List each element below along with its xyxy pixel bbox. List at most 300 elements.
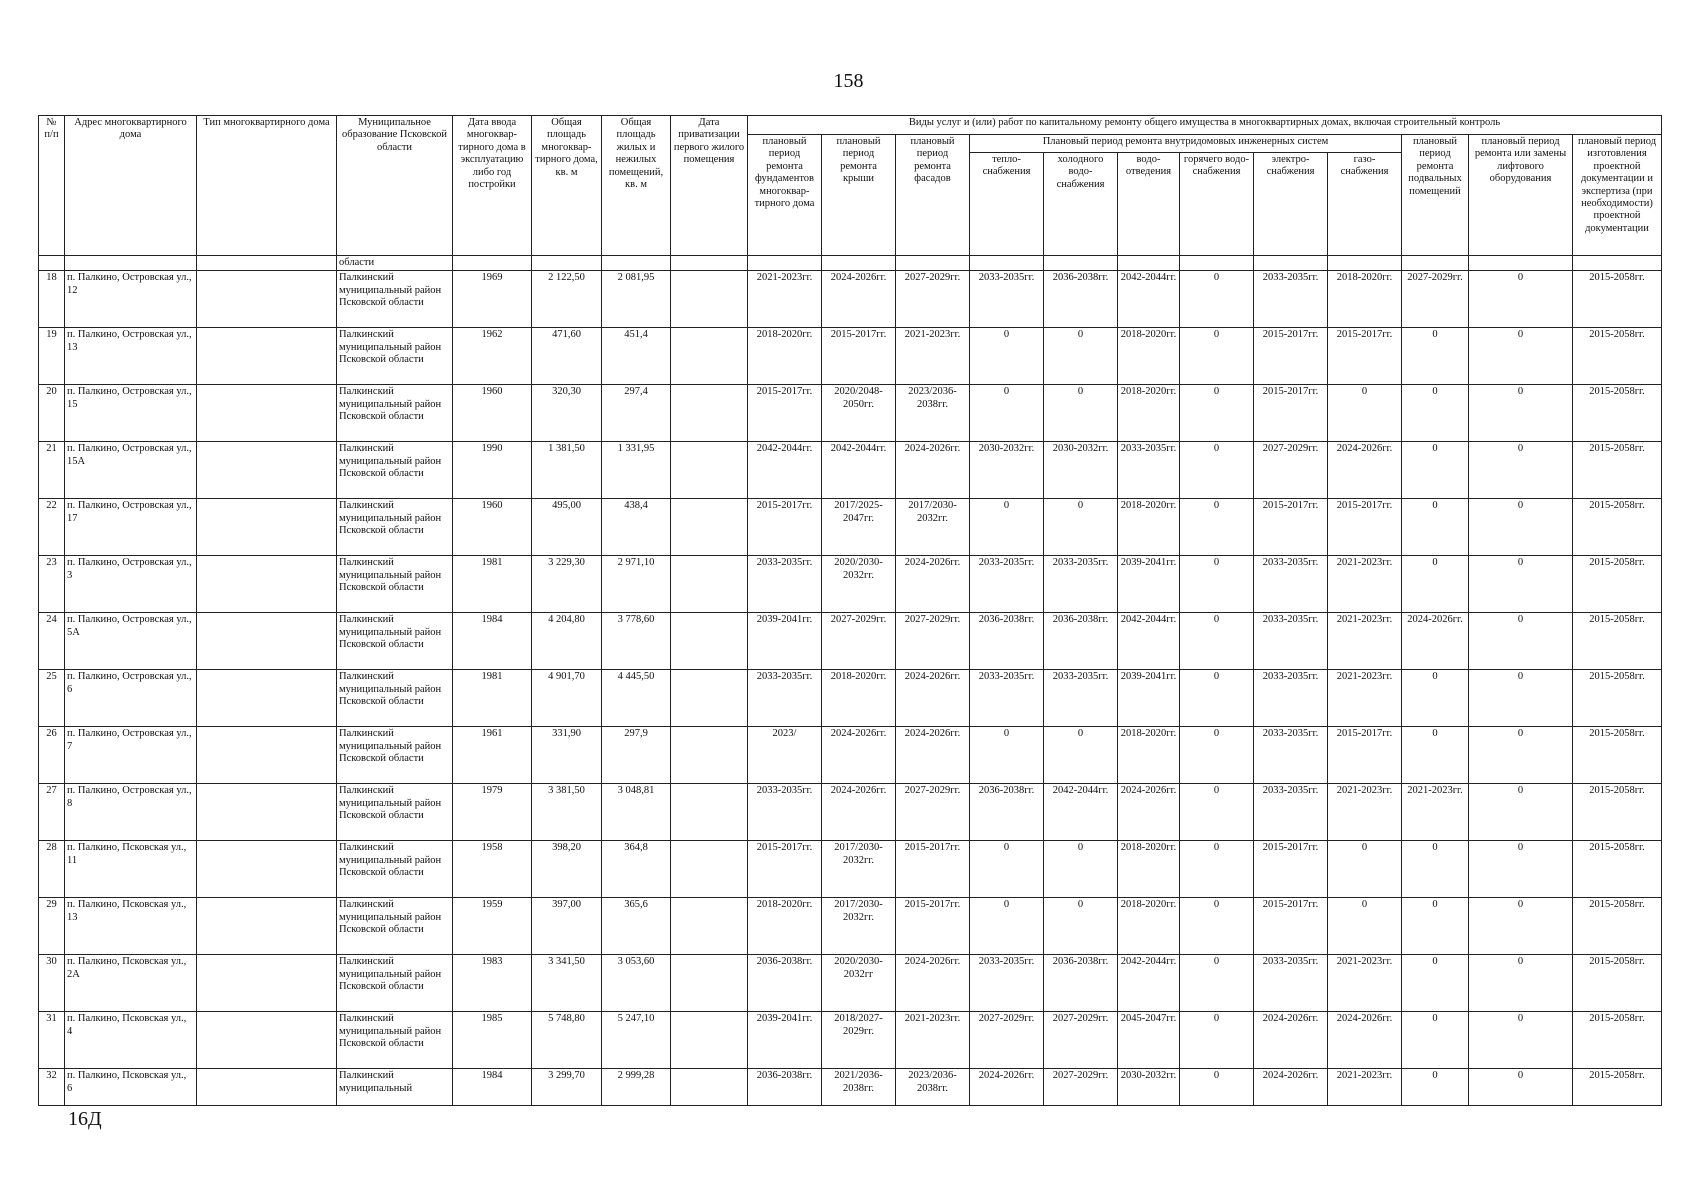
cell-hot-water: 0	[1180, 955, 1254, 1012]
cell-sewerage: 2018-2020гг.	[1118, 841, 1180, 898]
cell-gas: 2021-2023гг.	[1328, 613, 1402, 670]
cell-hot-water: 0	[1180, 271, 1254, 328]
cell-year: 1960	[453, 499, 532, 556]
header-municipality: Муниципальное образование Псковской области	[337, 116, 453, 256]
cell-gas: 2015-2017гг.	[1328, 499, 1402, 556]
table-body	[39, 256, 1662, 1106]
header-sewerage: водо-отведения	[1118, 153, 1180, 256]
cell-facade: 2015-2017гг.	[896, 898, 970, 955]
cell-design-docs: 2015-2058гг.	[1573, 955, 1662, 1012]
cell-electricity: 2024-2026гг.	[1254, 1069, 1328, 1106]
cell-year: 1961	[453, 727, 532, 784]
cell-privatization-date	[671, 271, 748, 328]
cell-design-docs: 2015-2058гг.	[1573, 442, 1662, 499]
cell-address: п. Палкино, Островская ул., 5А	[65, 613, 197, 670]
cell-roof: 2018/2027-2029гг.	[822, 1012, 896, 1069]
cell-design-docs: 2015-2058гг.	[1573, 499, 1662, 556]
cell-cold-water: 0	[1044, 727, 1118, 784]
cell-design-docs: 2015-2058гг.	[1573, 271, 1662, 328]
cell-facade: 2024-2026гг.	[896, 955, 970, 1012]
cell-basement: 0	[1402, 841, 1469, 898]
cell-elevator: 0	[1469, 271, 1573, 328]
cell-municipality: Палкинский муниципальный район Псковской области	[337, 613, 453, 670]
cell-cold-water: 0	[1044, 385, 1118, 442]
cell-hot-water: 0	[1180, 442, 1254, 499]
cell-roof: 2042-2044гг.	[822, 442, 896, 499]
cell-facade: 2027-2029гг.	[896, 271, 970, 328]
cell-electricity: 2033-2035гг.	[1254, 784, 1328, 841]
cell-electricity: 2027-2029гг.	[1254, 442, 1328, 499]
cell-privatization-date	[671, 955, 748, 1012]
cell-foundation: 2036-2038гг.	[748, 1069, 822, 1106]
cell-house-type	[197, 898, 337, 955]
cell-elevator: 0	[1469, 1069, 1573, 1106]
cell-facade: 2023/2036-2038гг.	[896, 385, 970, 442]
cell-hot-water: 0	[1180, 784, 1254, 841]
cell-residential-area: 364,8	[602, 841, 671, 898]
table-row	[39, 955, 1662, 1012]
cell-house-type	[197, 556, 337, 613]
cell-house-type	[197, 328, 337, 385]
cell-privatization-date	[671, 670, 748, 727]
cell-municipality: Палкинский муниципальный район Псковской области	[337, 1012, 453, 1069]
cell-foundation: 2039-2041гг.	[748, 613, 822, 670]
cell-sewerage: 2018-2020гг.	[1118, 727, 1180, 784]
cell-residential-area: 3 053,60	[602, 955, 671, 1012]
cell-design-docs: 2015-2058гг.	[1573, 784, 1662, 841]
cell-heating: 2024-2026гг.	[970, 1069, 1044, 1106]
cell-municipality: Палкинский муниципальный район Псковской области	[337, 841, 453, 898]
header-total-area: Общая площадь многоквар-тирного дома, кв. м	[532, 116, 602, 256]
cell-electricity: 2033-2035гг.	[1254, 727, 1328, 784]
cell-heating: 0	[970, 898, 1044, 955]
cell-residential-area: 451,4	[602, 328, 671, 385]
cell-cold-water: 2042-2044гг.	[1044, 784, 1118, 841]
header-works-group: Виды услуг и (или) работ по капитальному ремонту общего имущества в многоквартирных домах, включая строительный контроль	[748, 116, 1662, 135]
cell-electricity: 2015-2017гг.	[1254, 328, 1328, 385]
cell-total-area: 4 901,70	[532, 670, 602, 727]
cell-sewerage: 2045-2047гг.	[1118, 1012, 1180, 1069]
header-heating: тепло-снабжения	[970, 153, 1044, 256]
cell-num: 32	[39, 1069, 65, 1106]
cell-house-type	[197, 955, 337, 1012]
cell-cold-water: 2033-2035гг.	[1044, 556, 1118, 613]
cell-gas: 2021-2023гг.	[1328, 556, 1402, 613]
cell-electricity: 2033-2035гг.	[1254, 670, 1328, 727]
cell-cold-water: 2036-2038гг.	[1044, 955, 1118, 1012]
cell-num: 18	[39, 271, 65, 328]
cell-elevator: 0	[1469, 328, 1573, 385]
header-roof: плановый период ремонта крыши	[822, 135, 896, 256]
cell-electricity: 2033-2035гг.	[1254, 556, 1328, 613]
cell-total-area: 471,60	[532, 328, 602, 385]
header-num: № п/п	[39, 116, 65, 256]
cell-year: 1985	[453, 1012, 532, 1069]
cell-hot-water: 0	[1180, 556, 1254, 613]
cell-year: 1981	[453, 670, 532, 727]
cell-year: 1959	[453, 898, 532, 955]
cell-cold-water: 0	[1044, 841, 1118, 898]
cell-elevator: 0	[1469, 385, 1573, 442]
cell-year: 1983	[453, 955, 532, 1012]
cell-foundation: 2033-2035гг.	[748, 784, 822, 841]
cell-municipality: Палкинский муниципальный район Псковской области	[337, 727, 453, 784]
cell-gas: 2018-2020гг.	[1328, 271, 1402, 328]
table-row	[39, 385, 1662, 442]
cell-gas: 0	[1328, 898, 1402, 955]
cell-elevator: 0	[1469, 784, 1573, 841]
cell-heating: 2027-2029гг.	[970, 1012, 1044, 1069]
cell-sewerage: 2039-2041гг.	[1118, 670, 1180, 727]
cell-foundation: 2036-2038гг.	[748, 955, 822, 1012]
cell-gas: 2015-2017гг.	[1328, 727, 1402, 784]
cell-privatization-date	[671, 556, 748, 613]
cell-facade: 2015-2017гг.	[896, 841, 970, 898]
cell-sewerage: 2033-2035гг.	[1118, 442, 1180, 499]
cell-municipality: Палкинский муниципальный район Псковской области	[337, 328, 453, 385]
cell-house-type	[197, 841, 337, 898]
header-systems-group: Плановый период ремонта внутридомовых инженерных систем	[970, 135, 1402, 153]
cell-roof: 2017/2030-2032гг.	[822, 898, 896, 955]
cell-privatization-date	[671, 841, 748, 898]
table-row	[39, 898, 1662, 955]
cell-cold-water: 2027-2029гг.	[1044, 1069, 1118, 1106]
cell-residential-area: 3 048,81	[602, 784, 671, 841]
cell-address: п. Палкино, Островская ул., 15	[65, 385, 197, 442]
cell-cold-water: 2036-2038гг.	[1044, 613, 1118, 670]
cell-cold-water: 0	[1044, 898, 1118, 955]
cell-hot-water: 0	[1180, 670, 1254, 727]
cell-house-type	[197, 670, 337, 727]
table-row	[39, 670, 1662, 727]
cell-num: 19	[39, 328, 65, 385]
cell-gas: 2021-2023гг.	[1328, 784, 1402, 841]
cell-foundation: 2015-2017гг.	[748, 385, 822, 442]
cell-heating: 2033-2035гг.	[970, 670, 1044, 727]
cell-basement: 0	[1402, 670, 1469, 727]
cell-residential-area: 2 999,28	[602, 1069, 671, 1106]
cell-hot-water: 0	[1180, 1069, 1254, 1106]
cell-heating: 2036-2038гг.	[970, 613, 1044, 670]
cell-sewerage: 2018-2020гг.	[1118, 385, 1180, 442]
cell-house-type	[197, 784, 337, 841]
cell-municipality: Палкинский муниципальный район Псковской области	[337, 385, 453, 442]
cell-year: 1960	[453, 385, 532, 442]
cell-privatization-date	[671, 613, 748, 670]
cell-total-area: 1 381,50	[532, 442, 602, 499]
cell-house-type	[197, 385, 337, 442]
cell-total-area: 320,30	[532, 385, 602, 442]
cell-elevator: 0	[1469, 499, 1573, 556]
cell-roof: 2020/2048-2050гг.	[822, 385, 896, 442]
cell-address: п. Палкино, Псковская ул., 2А	[65, 955, 197, 1012]
cell-facade: 2024-2026гг.	[896, 670, 970, 727]
cell-foundation: 2015-2017гг.	[748, 499, 822, 556]
cell-num: 20	[39, 385, 65, 442]
cell-address: п. Палкино, Псковская ул., 4	[65, 1012, 197, 1069]
table-header	[39, 116, 1662, 256]
cell-hot-water: 0	[1180, 385, 1254, 442]
cell-hot-water: 0	[1180, 1012, 1254, 1069]
cell-cold-water: 2027-2029гг.	[1044, 1012, 1118, 1069]
cell-design-docs: 2015-2058гг.	[1573, 1012, 1662, 1069]
cell-roof: 2027-2029гг.	[822, 613, 896, 670]
cell-year: 1962	[453, 328, 532, 385]
cell-facade: 2027-2029гг.	[896, 613, 970, 670]
cell-foundation: 2039-2041гг.	[748, 1012, 822, 1069]
cell-foundation: 2018-2020гг.	[748, 328, 822, 385]
cell-facade: 2024-2026гг.	[896, 442, 970, 499]
cell-total-area: 398,20	[532, 841, 602, 898]
cell-privatization-date	[671, 1012, 748, 1069]
cell-roof: 2021/2036-2038гг.	[822, 1069, 896, 1106]
cell-privatization-date	[671, 727, 748, 784]
cell-num: 27	[39, 784, 65, 841]
cell-heating: 2030-2032гг.	[970, 442, 1044, 499]
cell-hot-water: 0	[1180, 841, 1254, 898]
cell-total-area: 5 748,80	[532, 1012, 602, 1069]
cell-house-type	[197, 271, 337, 328]
cell-elevator: 0	[1469, 727, 1573, 784]
cell-num: 25	[39, 670, 65, 727]
header-cold-water: холодного водо-снабжения	[1044, 153, 1118, 256]
header-elevator: плановый период ремонта или замены лифтового оборудования	[1469, 135, 1573, 256]
cell-privatization-date	[671, 328, 748, 385]
footer-code: 16Д	[68, 1108, 102, 1130]
cell-elevator: 0	[1469, 955, 1573, 1012]
cell-sewerage: 2024-2026гг.	[1118, 784, 1180, 841]
cell-num: 30	[39, 955, 65, 1012]
cell-cold-water: 0	[1044, 499, 1118, 556]
cell-privatization-date	[671, 499, 748, 556]
cell-cold-water: 2033-2035гг.	[1044, 670, 1118, 727]
cell-basement: 2024-2026гг.	[1402, 613, 1469, 670]
cell-gas: 2021-2023гг.	[1328, 670, 1402, 727]
cell-elevator: 0	[1469, 898, 1573, 955]
cell-municipality: Палкинский муниципальный район Псковской области	[337, 898, 453, 955]
cell-municipality: Палкинский муниципальный район Псковской области	[337, 442, 453, 499]
cell-foundation: 2023/	[748, 727, 822, 784]
cell-house-type	[197, 727, 337, 784]
cell-facade: 2017/2030-2032гг.	[896, 499, 970, 556]
page-number: 158	[833, 70, 864, 92]
cell-roof: 2024-2026гг.	[822, 271, 896, 328]
cell-heating: 0	[970, 499, 1044, 556]
cell-gas: 2024-2026гг.	[1328, 442, 1402, 499]
cell-house-type	[197, 1012, 337, 1069]
cell-basement: 0	[1402, 328, 1469, 385]
cell-basement: 2027-2029гг.	[1402, 271, 1469, 328]
cell-gas: 2021-2023гг.	[1328, 955, 1402, 1012]
cell-year: 1990	[453, 442, 532, 499]
cell-basement: 0	[1402, 727, 1469, 784]
cell-gas: 2024-2026гг.	[1328, 1012, 1402, 1069]
cell-address: п. Палкино, Островская ул., 15А	[65, 442, 197, 499]
cell-total-area: 331,90	[532, 727, 602, 784]
cell-foundation: 2033-2035гг.	[748, 556, 822, 613]
cell-address: п. Палкино, Островская ул., 6	[65, 670, 197, 727]
cell-address: п. Палкино, Островская ул., 12	[65, 271, 197, 328]
cell-year: 1979	[453, 784, 532, 841]
cell-roof: 2018-2020гг.	[822, 670, 896, 727]
cell-elevator: 0	[1469, 1012, 1573, 1069]
cell-privatization-date	[671, 784, 748, 841]
cell-roof: 2020/2030-2032гг.	[822, 556, 896, 613]
cell-hot-water: 0	[1180, 499, 1254, 556]
cell-address: п. Палкино, Псковская ул., 13	[65, 898, 197, 955]
cell-address: п. Палкино, Островская ул., 3	[65, 556, 197, 613]
cell-municipality: Палкинский муниципальный район Псковской области	[337, 955, 453, 1012]
cell-house-type	[197, 499, 337, 556]
continuation-row	[39, 256, 1662, 271]
cell-heating: 0	[970, 385, 1044, 442]
cell-gas: 0	[1328, 841, 1402, 898]
cell-year: 1984	[453, 1069, 532, 1106]
cell-total-area: 3 381,50	[532, 784, 602, 841]
cell-facade: 2021-2023гг.	[896, 328, 970, 385]
header-basement: плановый период ремонта подвальных помещений	[1402, 135, 1469, 256]
capital-repair-table	[38, 115, 1662, 1106]
cell-total-area: 3 299,70	[532, 1069, 602, 1106]
table-row	[39, 328, 1662, 385]
cell-privatization-date	[671, 898, 748, 955]
cell-sewerage: 2030-2032гг.	[1118, 1069, 1180, 1106]
cell-residential-area: 2 081,95	[602, 271, 671, 328]
cell-cold-water: 2030-2032гг.	[1044, 442, 1118, 499]
cell-hot-water: 0	[1180, 613, 1254, 670]
cell-foundation: 2033-2035гг.	[748, 670, 822, 727]
cell-residential-area: 297,9	[602, 727, 671, 784]
header-commission-date: Дата ввода многоквар-тирного дома в эксплуатацию либо год постройки	[453, 116, 532, 256]
cell-heating: 2033-2035гг.	[970, 271, 1044, 328]
cell-house-type	[197, 442, 337, 499]
table-row	[39, 727, 1662, 784]
cell-hot-water: 0	[1180, 727, 1254, 784]
header-gas: газо-снабжения	[1328, 153, 1402, 256]
cell-num: 21	[39, 442, 65, 499]
table-row	[39, 499, 1662, 556]
cell-cold-water: 2036-2038гг.	[1044, 271, 1118, 328]
table-row	[39, 1012, 1662, 1069]
cell-facade: 2021-2023гг.	[896, 1012, 970, 1069]
cell-address: п. Палкино, Псковская ул., 11	[65, 841, 197, 898]
header-hot-water: горячего водо-снабжения	[1180, 153, 1254, 256]
header-electricity: электро-снабжения	[1254, 153, 1328, 256]
table-row	[39, 1069, 1662, 1106]
header-foundation: плановый период ремонта фундаментов многоквар-тирного дома	[748, 135, 822, 256]
cell-roof: 2024-2026гг.	[822, 727, 896, 784]
cell-facade: 2024-2026гг.	[896, 556, 970, 613]
cell-gas: 2021-2023гг.	[1328, 1069, 1402, 1106]
cell-heating: 0	[970, 328, 1044, 385]
cell-municipality: Палкинский муниципальный район Псковской области	[337, 670, 453, 727]
cell-total-area: 3 341,50	[532, 955, 602, 1012]
cell-heating: 2036-2038гг.	[970, 784, 1044, 841]
cell-design-docs: 2015-2058гг.	[1573, 328, 1662, 385]
cell-residential-area: 1 331,95	[602, 442, 671, 499]
cell-residential-area: 438,4	[602, 499, 671, 556]
cell-electricity: 2015-2017гг.	[1254, 898, 1328, 955]
cell-house-type	[197, 613, 337, 670]
cell-num: 31	[39, 1012, 65, 1069]
header-house-type: Тип многоквартирного дома	[197, 116, 337, 256]
header-facade: плановый период ремонта фасадов	[896, 135, 970, 256]
cell-design-docs: 2015-2058гг.	[1573, 385, 1662, 442]
cell-roof: 2020/2030-2032гг	[822, 955, 896, 1012]
cell-basement: 0	[1402, 1069, 1469, 1106]
cell-total-area: 4 204,80	[532, 613, 602, 670]
cell-electricity: 2024-2026гг.	[1254, 1012, 1328, 1069]
cell-design-docs: 2015-2058гг.	[1573, 727, 1662, 784]
cell-residential-area: 3 778,60	[602, 613, 671, 670]
cell-foundation: 2042-2044гг.	[748, 442, 822, 499]
cell-hot-water: 0	[1180, 898, 1254, 955]
cell-residential-area: 5 247,10	[602, 1012, 671, 1069]
table-row	[39, 841, 1662, 898]
cell-municipality: Палкинский муниципальный район Псковской области	[337, 556, 453, 613]
table-row	[39, 442, 1662, 499]
cell-basement: 0	[1402, 499, 1469, 556]
cell-num: 24	[39, 613, 65, 670]
cell-num: 22	[39, 499, 65, 556]
cell-basement: 0	[1402, 556, 1469, 613]
cell-foundation: 2015-2017гг.	[748, 841, 822, 898]
cell-design-docs: 2015-2058гг.	[1573, 898, 1662, 955]
cell-address: п. Палкино, Псковская ул., 6	[65, 1069, 197, 1106]
cell-total-area: 397,00	[532, 898, 602, 955]
cell-municipality: Палкинский муниципальный район Псковской области	[337, 499, 453, 556]
cell-year: 1981	[453, 556, 532, 613]
table-row	[39, 784, 1662, 841]
header-privatization-date: Дата приватизации первого жилого помещения	[671, 116, 748, 256]
cell-design-docs: 2015-2058гг.	[1573, 841, 1662, 898]
cell-municipality: Палкинский муниципальный район Псковской области	[337, 271, 453, 328]
cell-basement: 0	[1402, 442, 1469, 499]
cell-municipality: Палкинский муниципальный	[337, 1069, 453, 1106]
cell-year: 1969	[453, 271, 532, 328]
cell-elevator: 0	[1469, 841, 1573, 898]
cell-electricity: 2033-2035гг.	[1254, 955, 1328, 1012]
cell-num: 23	[39, 556, 65, 613]
cell-house-type	[197, 1069, 337, 1106]
cell-gas: 2015-2017гг.	[1328, 328, 1402, 385]
table-row	[39, 613, 1662, 670]
cell-sewerage: 2018-2020гг.	[1118, 499, 1180, 556]
cell-design-docs: 2015-2058гг.	[1573, 1069, 1662, 1106]
cell-residential-area: 4 445,50	[602, 670, 671, 727]
cell-cold-water: 0	[1044, 328, 1118, 385]
cell-basement: 0	[1402, 955, 1469, 1012]
cell-design-docs: 2015-2058гг.	[1573, 670, 1662, 727]
cell-sewerage: 2042-2044гг.	[1118, 955, 1180, 1012]
cell-facade: 2024-2026гг.	[896, 727, 970, 784]
cell-heating: 2033-2035гг.	[970, 556, 1044, 613]
cell-foundation: 2018-2020гг.	[748, 898, 822, 955]
cell-total-area: 2 122,50	[532, 271, 602, 328]
cell-hot-water: 0	[1180, 328, 1254, 385]
cell-roof: 2017/2025-2047гг.	[822, 499, 896, 556]
cell-electricity: 2033-2035гг.	[1254, 613, 1328, 670]
cell-residential-area: 365,6	[602, 898, 671, 955]
cell-sewerage: 2018-2020гг.	[1118, 328, 1180, 385]
cell-basement: 0	[1402, 898, 1469, 955]
continuation-text: области	[337, 256, 453, 271]
cell-address: п. Палкино, Островская ул., 13	[65, 328, 197, 385]
cell-roof: 2024-2026гг.	[822, 784, 896, 841]
cell-municipality: Палкинский муниципальный район Псковской области	[337, 784, 453, 841]
cell-sewerage: 2039-2041гг.	[1118, 556, 1180, 613]
cell-elevator: 0	[1469, 670, 1573, 727]
